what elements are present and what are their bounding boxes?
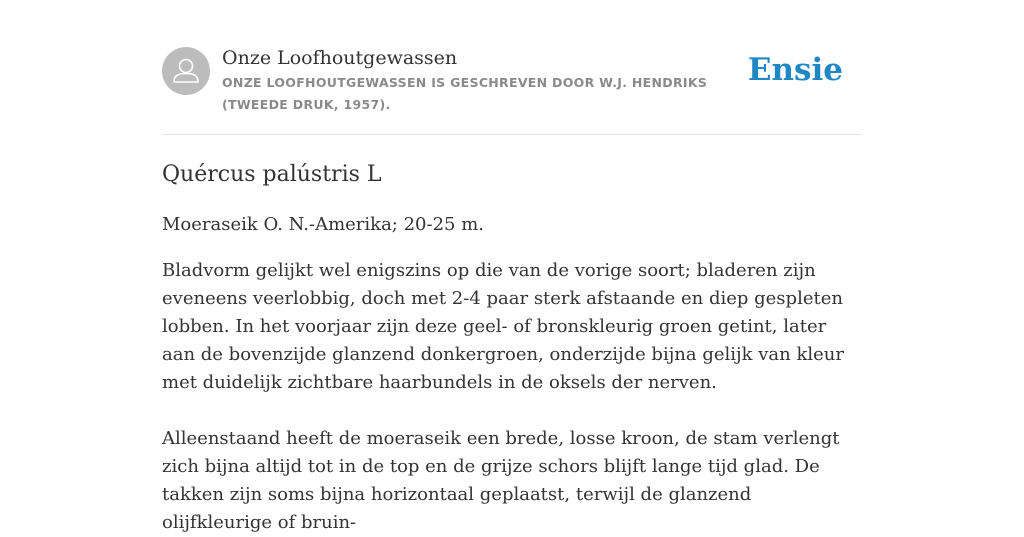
entry-paragraph: Bladvorm gelijkt wel enigszins op die van de vorige soort; bladeren zijn eveneens veerlobbig, doch met 2-4 paar sterk afstaande en diep gespleten lobben. In het voorjaar zijn deze geel- of bronskleurig groen getint, later aan de bovenzijde glanzend donkergroen, onderzijde bijna gelijk van kleur met duidelijk zichtbare haarbundels in de oksels der nerven. <box>162 260 844 393</box>
book-description: ONZE LOOFHOUTGEWASSEN IS GESCHREVEN DOOR W.J. HENDRIKS (TWEEDE DRUK, 1957). <box>222 75 708 112</box>
book-title[interactable]: Onze Loofhoutgewassen <box>222 47 458 69</box>
page <box>162 0 862 537</box>
user-icon <box>162 47 210 95</box>
entry-content <box>162 135 862 537</box>
brand-logo[interactable]: Ensie <box>747 52 843 88</box>
book-header <box>162 0 862 135</box>
entry-subtitle: Moeraseik O. N.-Amerika; 20-25 m. <box>162 214 484 235</box>
entry-paragraph: Alleenstaand heeft de moeraseik een brede, losse kroon, de stam verlengt zich bijna altijd tot in de top en de grijze schors blijft lange tijd glad. De takken zijn soms bijna horizontaal geplaatst, terwijl de glanzend olijfkleurige of bruin- <box>162 428 840 533</box>
book-avatar[interactable] <box>162 47 210 95</box>
entry-title: Quércus palústris L <box>162 162 382 187</box>
